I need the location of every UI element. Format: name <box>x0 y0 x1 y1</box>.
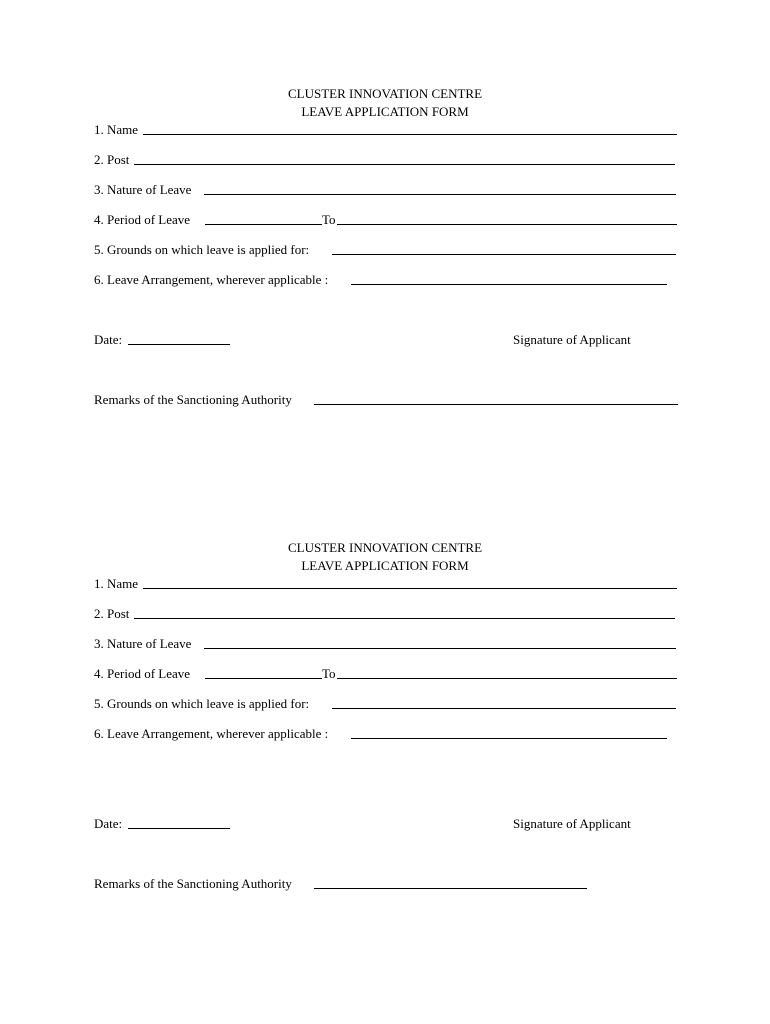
leave-arrangement-field-line[interactable] <box>351 284 667 285</box>
nature-of-leave-field-line[interactable] <box>204 194 676 195</box>
form-title: LEAVE APPLICATION FORM <box>301 104 469 119</box>
period-to-label: To <box>322 666 336 681</box>
period-to-field-line[interactable] <box>337 678 677 679</box>
date-field-line[interactable] <box>128 344 230 345</box>
period-of-leave-label: 4. Period of Leave <box>94 212 191 227</box>
period-of-leave-label: 4. Period of Leave <box>94 666 191 681</box>
nature-of-leave-label: 3. Nature of Leave <box>94 636 192 651</box>
date-field-line[interactable] <box>128 828 230 829</box>
grounds-field-line[interactable] <box>332 708 676 709</box>
remarks-field-line[interactable] <box>314 888 587 889</box>
post-field-line[interactable] <box>134 618 675 619</box>
date-label: Date: <box>94 816 123 831</box>
grounds-label: 5. Grounds on which leave is applied for: <box>94 242 310 257</box>
grounds-label: 5. Grounds on which leave is applied for: <box>94 696 310 711</box>
period-from-field-line[interactable] <box>205 224 322 225</box>
post-field-line[interactable] <box>134 164 675 165</box>
name-label: 1. Name <box>94 122 139 137</box>
remarks-label: Remarks of the Sanctioning Authority <box>94 392 292 407</box>
period-from-field-line[interactable] <box>205 678 322 679</box>
post-label: 2. Post <box>94 606 130 621</box>
institution-heading: CLUSTER INNOVATION CENTRE <box>287 86 483 101</box>
institution-heading: CLUSTER INNOVATION CENTRE <box>287 540 483 555</box>
name-field-line[interactable] <box>143 134 677 135</box>
leave-arrangement-label: 6. Leave Arrangement, wherever applicable : <box>94 726 329 741</box>
signature-of-applicant-label: Signature of Applicant <box>513 332 631 347</box>
remarks-field-line[interactable] <box>314 404 678 405</box>
remarks-label: Remarks of the Sanctioning Authority <box>94 876 292 891</box>
date-label: Date: <box>94 332 123 347</box>
period-to-field-line[interactable] <box>337 224 677 225</box>
name-label: 1. Name <box>94 576 139 591</box>
nature-of-leave-label: 3. Nature of Leave <box>94 182 192 197</box>
post-label: 2. Post <box>94 152 130 167</box>
form-title: LEAVE APPLICATION FORM <box>301 558 469 573</box>
nature-of-leave-field-line[interactable] <box>204 648 676 649</box>
leave-arrangement-label: 6. Leave Arrangement, wherever applicable : <box>94 272 329 287</box>
period-to-label: To <box>322 212 336 227</box>
name-field-line[interactable] <box>143 588 677 589</box>
signature-of-applicant-label: Signature of Applicant <box>513 816 631 831</box>
grounds-field-line[interactable] <box>332 254 676 255</box>
leave-arrangement-field-line[interactable] <box>351 738 667 739</box>
